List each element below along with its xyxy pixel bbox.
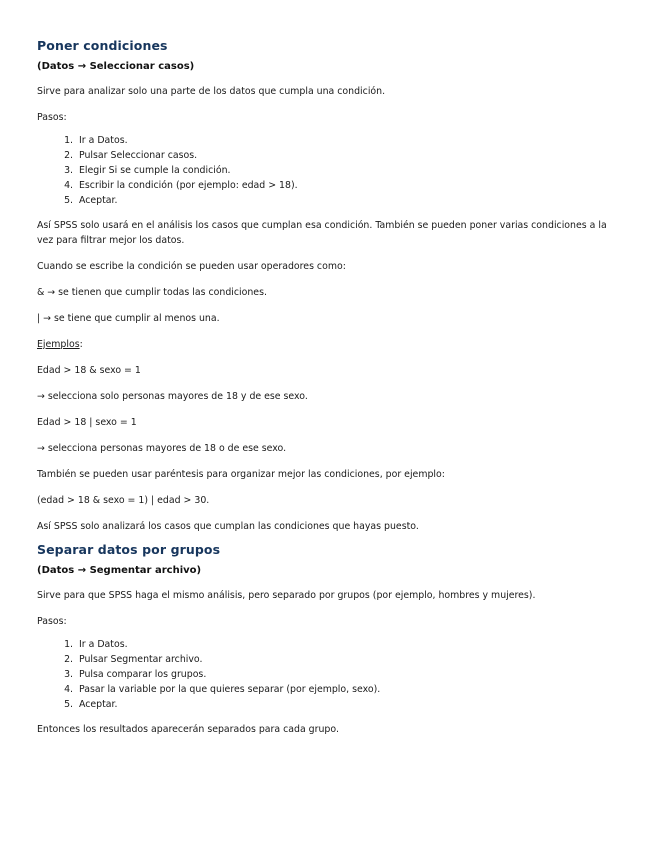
operator-or: | → se tiene que cumplir al menos una. bbox=[37, 313, 220, 324]
steps-list-groups bbox=[37, 637, 619, 712]
operators-paragraph: Cuando se escribe la condición se pueden usar operadores como: bbox=[37, 261, 346, 272]
examples-heading bbox=[37, 337, 619, 352]
list-item: 2. Pulsar Segmentar archivo. bbox=[76, 652, 619, 667]
list-item: 3. Elegir Si se cumple la condición. bbox=[76, 163, 619, 178]
list-item: 2. Pulsar Seleccionar casos. bbox=[76, 148, 619, 163]
steps-label: Pasos: bbox=[37, 112, 67, 123]
parentheses-paragraph: También se pueden usar paréntesis para organizar mejor las condiciones, por ejemplo: bbox=[37, 469, 445, 480]
operator-and: & → se tienen que cumplir todas las condiciones. bbox=[37, 287, 267, 298]
steps-label-groups: Pasos: bbox=[37, 616, 67, 627]
section-title-conditions: Poner condiciones bbox=[37, 38, 168, 53]
spss-paragraph: Así SPSS solo usará en el análisis los casos que cumplan esa condición. También se pueden poner varias condiciones a la vez para filtrar mejor los datos. bbox=[37, 220, 607, 246]
examples-colon: : bbox=[79, 339, 83, 350]
list-item: 4. Escribir la condición (por ejemplo: edad > 18). bbox=[76, 178, 619, 193]
list-item: 5. Aceptar. bbox=[76, 697, 619, 712]
example-2-description: → selecciona personas mayores de 18 o de ese sexo. bbox=[37, 443, 287, 454]
steps-list-conditions bbox=[37, 133, 619, 208]
list-item: 1. Ir a Datos. bbox=[76, 133, 619, 148]
list-item: 4. Pasar la variable por la que quieres separar (por ejemplo, sexo). bbox=[76, 682, 619, 697]
example-1-description: → selecciona solo personas mayores de 18 y de ese sexo. bbox=[37, 391, 308, 402]
menu-path-select-cases: (Datos → Seleccionar casos) bbox=[37, 61, 195, 72]
list-item: 1. Ir a Datos. bbox=[76, 637, 619, 652]
example-3-code: (edad > 18 & sexo = 1) | edad > 30. bbox=[37, 495, 210, 506]
intro-paragraph-groups: Sirve para que SPSS haga el mismo análisis, pero separado por grupos (por ejemplo, hombres y mujeres). bbox=[37, 590, 536, 601]
example-2-code: Edad > 18 | sexo = 1 bbox=[37, 417, 137, 428]
examples-label: Ejemplos bbox=[37, 339, 80, 350]
outro-paragraph-conditions: Así SPSS solo analizará los casos que cumplan las condiciones que hayas puesto. bbox=[37, 521, 419, 532]
intro-paragraph: Sirve para analizar solo una parte de los datos que cumpla una condición. bbox=[37, 86, 386, 97]
list-item: 3. Pulsa comparar los grupos. bbox=[76, 667, 619, 682]
section-title-groups: Separar datos por grupos bbox=[37, 542, 221, 557]
example-1-code: Edad > 18 & sexo = 1 bbox=[37, 365, 141, 376]
list-item: 5. Aceptar. bbox=[76, 193, 619, 208]
outro-paragraph-groups: Entonces los resultados aparecerán separados para cada grupo. bbox=[37, 724, 339, 735]
menu-path-split-file: (Datos → Segmentar archivo) bbox=[37, 565, 202, 576]
